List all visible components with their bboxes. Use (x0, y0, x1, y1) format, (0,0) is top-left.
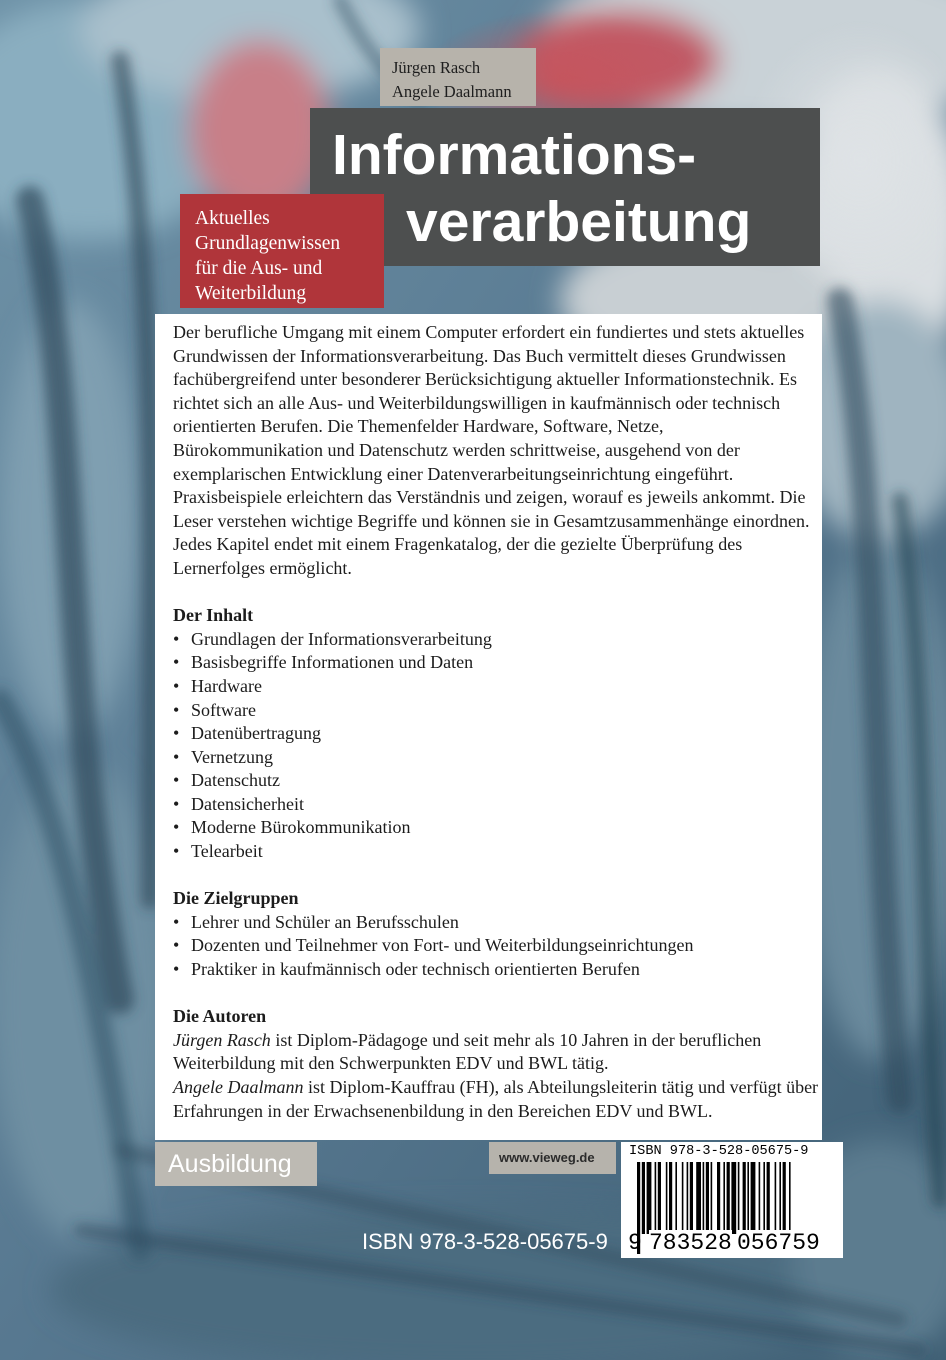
barcode-digits-left: 783528 (649, 1230, 732, 1256)
subtitle-box (180, 194, 384, 308)
author-bio-text: ist Diplom-Pädagoge und seit mehr als 10 Jahren in der beruflichen Weiterbildung mit den Schwerpunkten EDV und BWL tätig. (173, 1029, 762, 1074)
contents-list (173, 628, 822, 864)
isbn-text: ISBN 978-3-528-05675-9 (362, 1229, 608, 1254)
authors-box (380, 48, 536, 106)
list-item: • Datenübertragung (173, 722, 822, 746)
barcode-bar (747, 1162, 749, 1234)
intro-paragraph: Der berufliche Umgang mit einem Computer erfordert ein fundiertes und stets aktuelles Grundwissen der Informationsverarbeitung. Das Buch vermittelt dieses Grundwissen fachübergreifend unter besonderer Berücksichtigung aktueller Informationstechnik. Es richtet sich an alle Aus- und Weiterbildungswilligen in kaufmännisch oder technisch orientierten Berufen. Die Themenfelder Hardware, Software, Netze, Bürokommunikation und Datenschutz werden schrittweise, ausgehend von der exemplarischen Entwicklung einer Datenverarbeitungseinrichtung eingeführt. Praxisbeispiele erleichtern das Verständnis und zeigen, worauf es jeweils ankommt. Die Leser verstehen wichtige Begriffe und können sie in Gesamtzusammenhänge einordnen. Jedes Kapitel endet mit einem Fragenkatalog, der die gezielte Überprüfung des Lernerfolges ermöglicht. (173, 322, 810, 578)
list-item: • Dozenten und Teilnehmer von Fort- und Weiterbildungseinrichtungen (173, 934, 822, 958)
author-bio-name: Jürgen Rasch (173, 1029, 271, 1050)
contents-heading: Der Inhalt (173, 605, 254, 626)
barcode-bar (767, 1162, 770, 1234)
barcode-bar (711, 1162, 713, 1234)
barcode-bar (642, 1162, 645, 1234)
barcode-bar (775, 1162, 777, 1234)
barcode-bar (779, 1162, 781, 1234)
barcode-bar (669, 1162, 672, 1234)
subtitle-line: für die Aus- und (195, 258, 323, 279)
list-item: • Praktiker in kaufmännisch oder technisch orientierten Berufen (173, 958, 822, 982)
description-panel (155, 314, 822, 1140)
barcode-bar (690, 1162, 693, 1234)
series-tag: Ausbildung (155, 1142, 317, 1186)
barcode-bar (763, 1162, 765, 1234)
barcode-digits-right: 056759 (737, 1230, 820, 1256)
author-bio (173, 1029, 822, 1076)
barcode-bar (658, 1162, 661, 1234)
barcode-bar (655, 1162, 657, 1234)
list-item: • Datensicherheit (173, 793, 822, 817)
barcode-bar (723, 1162, 725, 1234)
author-bio (173, 1076, 822, 1123)
barcode-bar (703, 1162, 705, 1234)
list-item: • Basisbegriffe Informationen und Daten (173, 651, 822, 675)
barcode-bar (675, 1162, 677, 1234)
barcode (621, 1142, 843, 1258)
title-line: Informations- (332, 123, 697, 187)
barcode-bar (666, 1162, 668, 1234)
subtitle-line: Weiterbildung (195, 283, 307, 304)
list-item: • Telearbeit (173, 840, 822, 864)
barcode-bar (647, 1162, 652, 1234)
author-name: Angele Daalmann (392, 82, 512, 101)
list-item: • Datenschutz (173, 769, 822, 793)
barcode-isbn-text: ISBN 978-3-528-05675-9 (629, 1144, 809, 1159)
list-item: • Grundlagen der Informationsverarbeitung (173, 628, 822, 652)
list-item: • Vernetzung (173, 746, 822, 770)
barcode-bar (706, 1162, 709, 1234)
list-item: • Moderne Bürokommunikation (173, 816, 822, 840)
barcode-bar (783, 1162, 786, 1234)
author-bio-text: ist Diplom-Kauffrau (FH), als Abteilungsleiterin tätig und verfügt über Erfahrungen in der Erwachsenenbildung in den Bereichen EDV und BWL. (173, 1077, 819, 1121)
barcode-bar (727, 1162, 730, 1234)
barcode-bar (696, 1162, 701, 1234)
barcode-bar (743, 1162, 746, 1234)
barcode-digit: 9 (628, 1230, 642, 1256)
barcode-bar (687, 1162, 689, 1234)
book-title (310, 108, 820, 266)
barcode-bar (731, 1162, 736, 1234)
authors-heading: Die Autoren (173, 1006, 267, 1027)
audience-heading: Die Zielgruppen (173, 888, 299, 909)
author-bio-name: Angele Daalmann (173, 1077, 304, 1097)
audience-list (173, 911, 822, 982)
list-item: • Lehrer und Schüler an Berufsschulen (173, 911, 822, 935)
barcode-bar (682, 1162, 684, 1234)
barcode-bar (738, 1162, 740, 1234)
barcode-bar (759, 1162, 761, 1234)
list-item: • Software (173, 699, 822, 723)
subtitle-line: Aktuelles (195, 208, 270, 229)
subtitle-line: Grundlagenwissen (195, 233, 341, 254)
barcode-bar (751, 1162, 756, 1234)
list-item: • Hardware (173, 675, 822, 699)
publisher-website: www.vieweg.de (489, 1142, 616, 1174)
author-name: Jürgen Rasch (392, 58, 481, 77)
title-line: verarbeitung (406, 190, 752, 254)
